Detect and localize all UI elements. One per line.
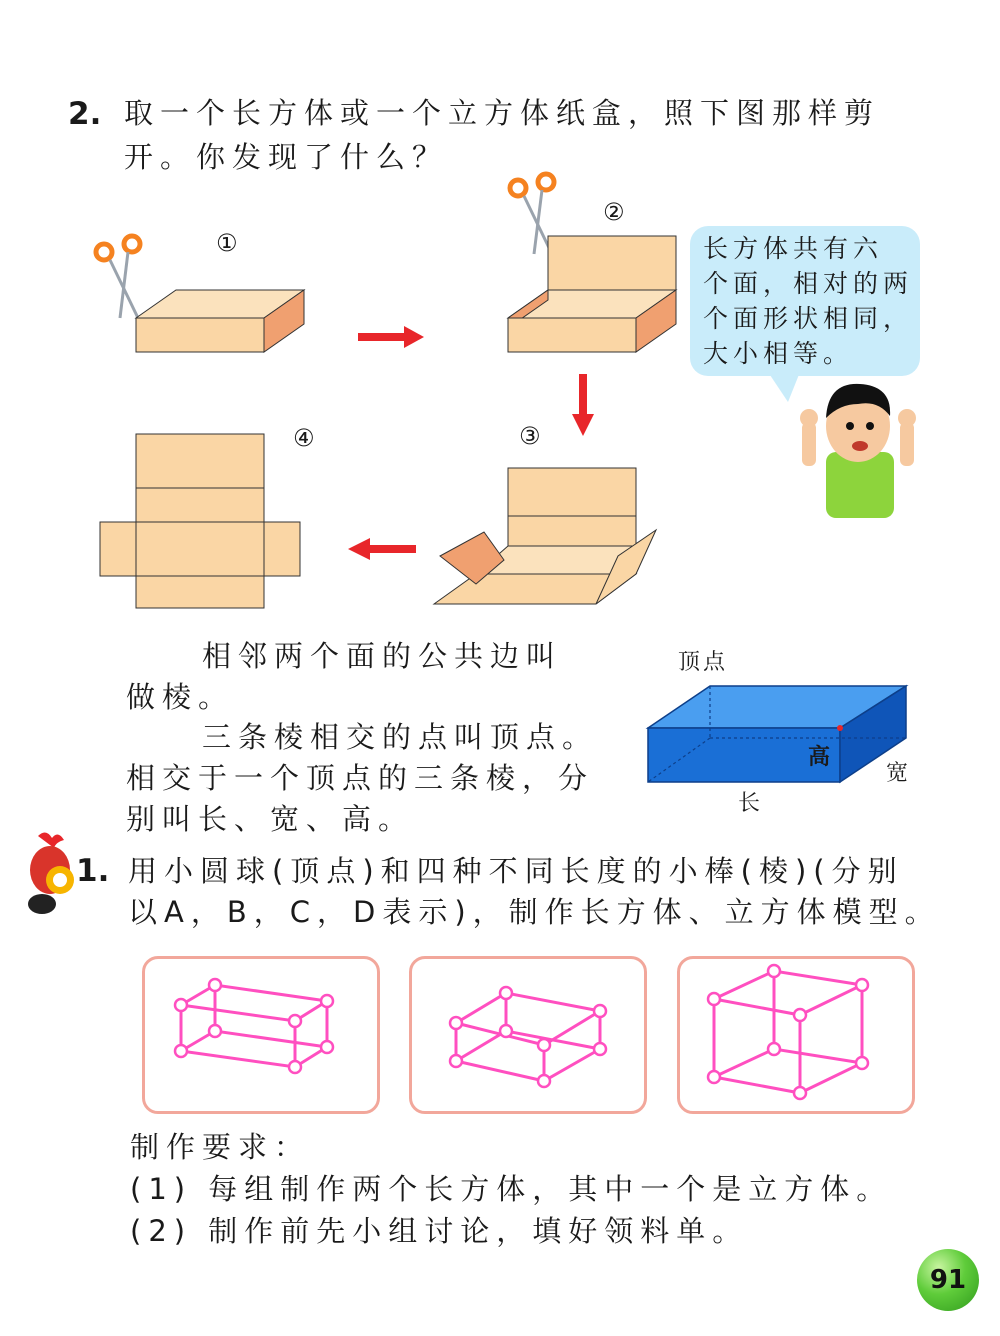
arrow-left-icon (348, 538, 416, 560)
bubble-line4: 大小相等。 (703, 339, 854, 368)
model-frame-1 (142, 956, 380, 1114)
unfolding-box (434, 468, 656, 604)
requirement-2: (2) 制作前先小组讨论，填好领料单。 (130, 1214, 749, 1248)
scissors-icon (96, 236, 140, 318)
vertex-label: 顶点 (678, 650, 729, 675)
arrow-right-icon (358, 326, 424, 348)
width-label: 宽 (886, 761, 912, 786)
closed-box (136, 290, 304, 352)
vertex-def-line3: 别叫长、宽、高。 (126, 802, 415, 836)
step-3-label: ③ (519, 422, 541, 450)
edge-def-line2: 做棱。 (126, 680, 235, 714)
section-text-line1: 取一个长方体或一个立方体纸盒，照下图那样剪 (124, 96, 881, 130)
cube-model (680, 959, 912, 1111)
scissors-icon (510, 174, 554, 254)
bubble-line3: 个面形状相同， (703, 304, 914, 333)
cuboid-diagram (640, 676, 920, 794)
arrow-down-icon (572, 374, 594, 436)
vertex-def-line1: 三条棱相交的点叫顶点。 (202, 720, 599, 754)
page-number: 91 (929, 1265, 967, 1295)
step-4-label: ④ (293, 424, 315, 452)
section-text-line2: 开。你发现了什么？ (124, 140, 449, 174)
bubble-line2: 个面，相对的两 (703, 269, 914, 298)
bubble-line1: 长方体共有六 (703, 234, 884, 263)
vertex-def-line2: 相交于一个顶点的三条棱，分 (126, 761, 595, 795)
activity-line2: 以A，B，C，D表示)，制作长方体、立方体模型。 (128, 895, 941, 929)
step-2-label: ② (603, 198, 625, 226)
long-cuboid-model (145, 959, 377, 1111)
section-number: 2. (68, 96, 102, 132)
requirements-title: 制作要求： (130, 1130, 311, 1164)
step-1-label: ① (216, 229, 238, 257)
box-net (100, 434, 300, 608)
height-label: 高 (808, 745, 834, 770)
length-label: 长 (738, 791, 764, 816)
model-frame-3 (677, 956, 915, 1114)
rooster-icon (24, 828, 80, 920)
page-number-badge (917, 1249, 979, 1311)
boy-character (792, 374, 924, 520)
edge-def-line1: 相邻两个面的公共边叫 (202, 639, 563, 673)
requirement-1: (1) 每组制作两个长方体，其中一个是立方体。 (130, 1172, 893, 1206)
activity-number: 1. (76, 853, 110, 889)
model-frame-2 (409, 956, 647, 1114)
flat-cuboid-model (412, 959, 644, 1111)
activity-line1: 用小圆球(顶点)和四种不同长度的小棒(棱)(分别 (128, 854, 904, 888)
